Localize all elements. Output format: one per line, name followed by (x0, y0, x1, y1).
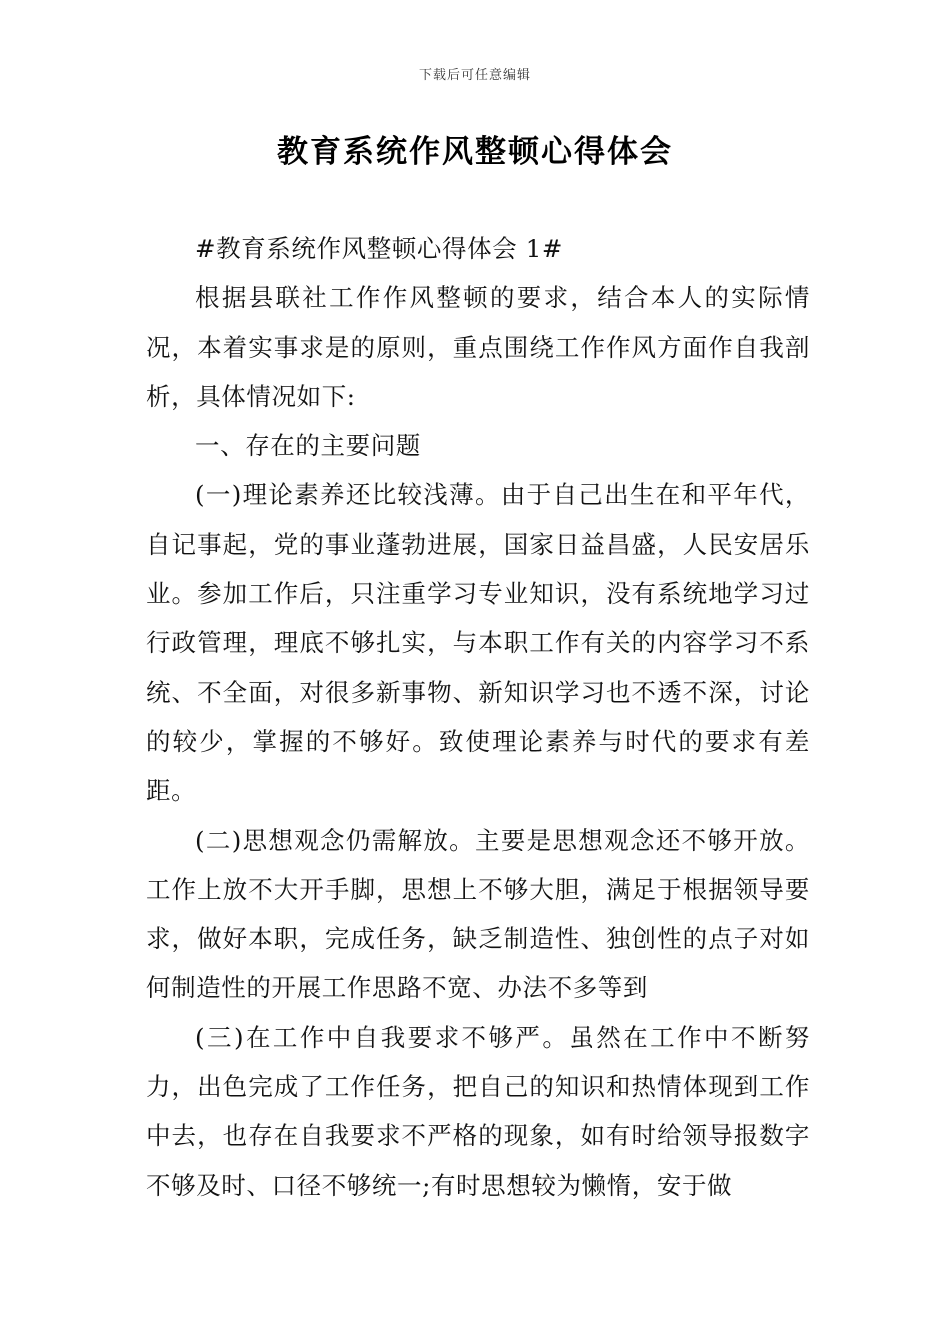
paragraph-problem-2: (二)思想观念仍需解放。主要是思想观念还不够开放。工作上放不大开手脚，思想上不够大胆，满足于根据领导要求，做好本职，完成任务，缺乏制造性、独创性的点子对如何制造性的开展工作思路不宽、办法不多等到 (146, 825, 810, 1003)
document-body (146, 224, 810, 1210)
intro-paragraph: 根据县联社工作作风整顿的要求，结合本人的实际情况，本着实事求是的原则，重点围绕工作作风方面作自我剖析，具体情况如下: (146, 283, 810, 411)
header-note: 下载后可任意编辑 (418, 68, 531, 83)
paragraph-problem-3: (三)在工作中自我要求不够严。虽然在工作中不断努力，出色完成了工作任务，把自己的知识和热情体现到工作中去，也存在自我要求不严格的现象，如有时给领导报数字不够及时、口径不够统一;有时思想较为懒惰，安于做 (146, 1022, 810, 1200)
section-heading-problems: 一、存在的主要问题 (195, 431, 421, 461)
paragraph-problem-1: (一)理论素养还比较浅薄。由于自己出生在和平年代，自记事起，党的事业蓬勃进展，国家日益昌盛，人民安居乐业。参加工作后，只注重学习专业知识，没有系统地学习过行政管理，理底不够扎实，与本职工作有关的内容学习不系统、不全面，对很多新事物、新知识学习也不透不深，讨论的较少，掌握的不够好。致使理论素养与时代的要求有差距。 (146, 480, 810, 806)
section-heading-1: #教育系统作风整顿心得体会 1# (195, 234, 564, 263)
document-title: 教育系统作风整顿心得体会 (277, 134, 673, 170)
